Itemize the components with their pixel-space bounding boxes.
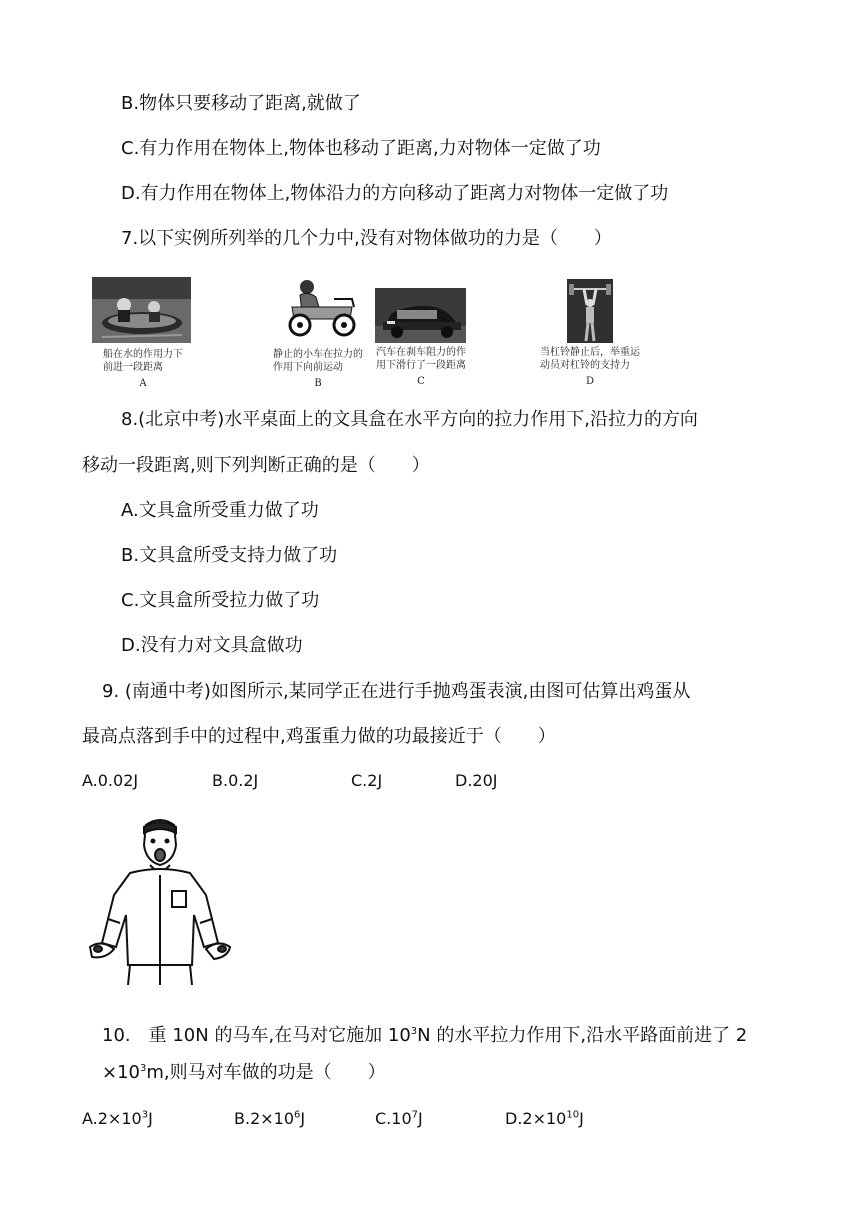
q10-option-d-unit: J bbox=[579, 1109, 584, 1128]
figure-b-letter: B bbox=[314, 378, 322, 389]
q8-stem-line1: 8.(北京中考)水平桌面上的文具盒在水平方向的拉力作用下,沿拉力的方向 bbox=[121, 409, 698, 430]
figure-b-caption-text: 静止的小车在拉力的 作用下向前运动 bbox=[273, 349, 363, 373]
figure-c-caption bbox=[376, 346, 466, 388]
q10-stem-line1-part2: N 的水平拉力作用下,沿水平路面前进了 2 bbox=[417, 1025, 748, 1046]
q10-stem-line2-part1: ×10 bbox=[102, 1062, 140, 1083]
q10-option-b-unit: J bbox=[300, 1109, 306, 1128]
figure-a-letter: A bbox=[139, 378, 147, 389]
q10-option-a-text: A.2×10 bbox=[82, 1109, 142, 1128]
q8-option-d: D.没有力对文具盒做功 bbox=[121, 635, 303, 656]
q6-option-d: D.有力作用在物体上,物体沿力的方向移动了距离力对物体一定做了功 bbox=[121, 183, 669, 204]
q9-option-c: C.2J bbox=[351, 771, 383, 790]
q9-option-a: A.0.02J bbox=[82, 771, 139, 790]
q10-stem-line1-exponent: 3 bbox=[410, 1026, 418, 1037]
q10-option-a bbox=[82, 1108, 153, 1130]
q10-option-b bbox=[234, 1108, 305, 1130]
q10-option-c-unit: J bbox=[418, 1109, 423, 1128]
figure-a-caption bbox=[103, 348, 183, 390]
q10-option-d-text: D.2×10 bbox=[505, 1109, 567, 1128]
q7-stem: 7.以下实例所列举的几个力中,没有对物体做功的力是（ ） bbox=[121, 228, 612, 249]
q10-stem-line2 bbox=[102, 1061, 386, 1085]
figure-a-caption-text: 船在水的作用力下 前进一段距离 bbox=[103, 349, 183, 373]
figure-b-caption bbox=[273, 348, 363, 390]
figure-d-weightlifter-photo bbox=[567, 279, 613, 343]
figure-a-boat-photo bbox=[92, 277, 191, 343]
q10-option-c bbox=[375, 1108, 423, 1130]
figure-d-caption bbox=[540, 346, 640, 388]
q10-stem-line2-exponent: 3 bbox=[140, 1063, 147, 1074]
figure-c-letter: C bbox=[417, 376, 425, 387]
figure-d-caption-text: 当杠铃静止后，举重运 动员对杠铃的支持力 bbox=[540, 347, 640, 371]
figure-c-caption-text: 汽车在刹车阻力的作 用下滑行了一段距离 bbox=[376, 347, 466, 371]
figure-b-kart-drawing bbox=[282, 277, 362, 339]
q10-option-a-unit: J bbox=[148, 1109, 153, 1128]
q9-option-b: B.0.2J bbox=[212, 771, 259, 790]
q10-option-d-exponent: 10 bbox=[566, 1109, 580, 1121]
q8-option-a: A.文具盒所受重力做了功 bbox=[121, 500, 319, 521]
q10-option-d bbox=[505, 1108, 584, 1130]
q10-option-b-exponent: 6 bbox=[294, 1109, 301, 1121]
q10-stem-line1 bbox=[102, 1024, 747, 1048]
q8-option-c: C.文具盒所受拉力做了功 bbox=[121, 590, 320, 611]
q9-option-d: D.20J bbox=[455, 771, 498, 790]
q9-stem-line1: 9. (南通中考)如图所示,某同学正在进行手抛鸡蛋表演,由图可估算出鸡蛋从 bbox=[102, 681, 691, 702]
q10-option-b-text: B.2×10 bbox=[234, 1109, 295, 1128]
q10-stem-line2-part2: m,则马对车做的功是（ ） bbox=[146, 1062, 386, 1083]
q8-option-b: B.文具盒所受支持力做了功 bbox=[121, 545, 338, 566]
q6-option-b: B.物体只要移动了距离,就做了 bbox=[121, 93, 361, 114]
juggler-drawing bbox=[84, 815, 236, 987]
q8-stem-line2: 移动一段距离,则下列判断正确的是（ ） bbox=[82, 455, 430, 476]
q10-stem-line1-part1: 10. 重 10N 的马车,在马对它施加 10 bbox=[102, 1025, 411, 1046]
q10-option-c-text: C.10 bbox=[375, 1109, 412, 1128]
figure-c-car-photo bbox=[375, 288, 466, 343]
q10-option-c-exponent: 7 bbox=[411, 1109, 418, 1121]
q10-option-a-exponent: 3 bbox=[141, 1109, 149, 1121]
figure-d-letter: D bbox=[585, 376, 595, 387]
q6-option-c: C.有力作用在物体上,物体也移动了距离,力对物体一定做了功 bbox=[121, 138, 601, 159]
q9-stem-line2: 最高点落到手中的过程中,鸡蛋重力做的功最接近于（ ） bbox=[82, 726, 556, 747]
